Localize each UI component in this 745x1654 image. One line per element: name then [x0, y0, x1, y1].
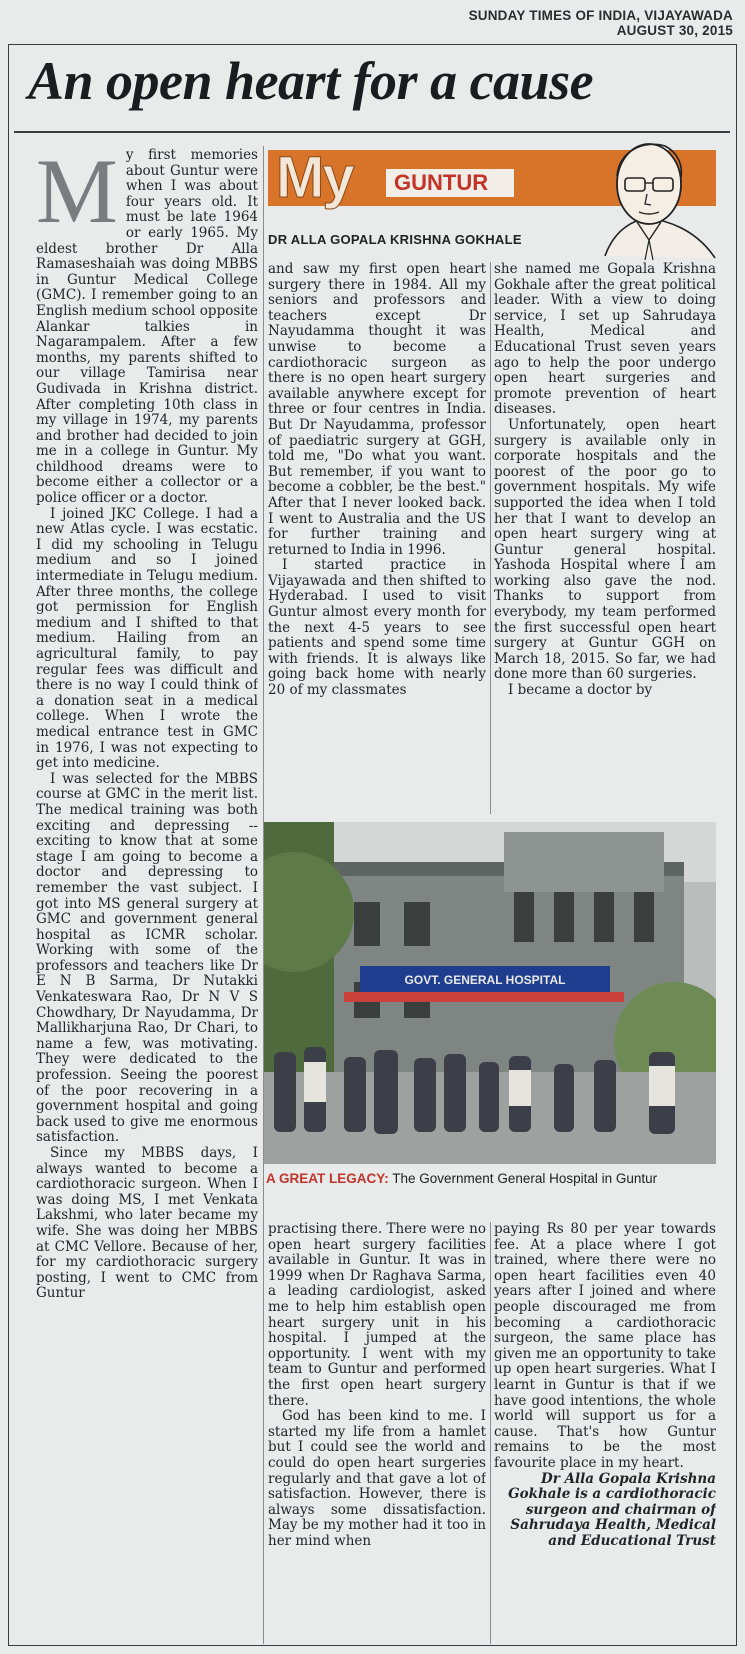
drop-cap: M	[36, 148, 118, 242]
banner-city: GUNTUR	[386, 169, 514, 197]
headline-rule	[14, 131, 730, 133]
headline: An open heart for a cause	[28, 51, 594, 111]
paragraph: I joined JKC College. I had a new Atlas cycle. I was ecstatic. I did my schooling in Telugu medium and so I joined intermediate in Telugu medium. After three months, the college got permission for English medium and I shifted to that medium. Hailing from an agricultural family, to pay regular fees was difficult and there is no way I could think of a donation seat in a medical college. When I wrote the medical entrance test in GMC in 1976, I was not expecting to get into medicine.	[36, 505, 258, 772]
paragraph: God has been kind to me. I started my life from a hamlet but I could see the world and could do open heart surgeries regularly and that gave a lot of satisfaction. However, there is always some dissatisfaction. May be my mother had it too in her mind when	[268, 1408, 486, 1549]
paragraph: I was selected for the MBBS course at GMC in the merit list. The medical training was both exciting and depressing -- exciting to know that at some stage I am going to become a doctor and depressing to remember the vast subject. I got into MS general surgery at GMC and government general hospital as ICMR scholar. Working with some of the professors and teachers like Dr E N B Sarma, Dr Nutakki Venkateswara Rao, Dr N V S Chowdhary, Dr Nayudamma, Dr Mallikharjuna Rao, Dr Chari, to name a few, was motivating. They were dedicated to the profession. Seeing the poorest of the poor recovering in a government hospital and going back used to give me enormous satisfaction.	[36, 770, 258, 1146]
paragraph: and saw my first open heart surgery there in 1984. All my seniors and professors and teachers except Dr Nayudamma thought it was unwise to become a cardiothoracic surgeon as there is no open heart surgery available anywhere except for three or four centres in India. But Dr Nayudamma, professor of paediatric surgery at GGH, told me, "Do what you want. But remember, if you want to become a cobbler, be the best." After that I never looked back. I went to Australia and the US for further training and returned to India in 1996.	[268, 262, 486, 558]
masthead-date: AUGUST 30, 2015	[616, 23, 733, 38]
hospital-photo	[264, 822, 716, 1164]
photo-caption	[266, 1170, 716, 1187]
byline: DR ALLA GOPALA KRISHNA GOKHALE	[268, 232, 522, 247]
masthead	[469, 8, 733, 38]
article-column-2	[268, 262, 486, 817]
column-divider	[490, 1222, 491, 1644]
hospital-photo-illustration	[264, 822, 716, 1164]
paragraph: y first memories about Guntur were when I was about four years old. It must be late 1964 or early 1965. My eldest brother Dr Alla Ramaseshaiah was doing MBBS in Guntur Medical College (GMC). I remember going to an English medium school opposite Alankar talkies in Nagarampalem. After a few months, my parents shifted to our village Tamirisa near Gudivada in Krishna district. After completing 10th class in my village in 1974, my parents and brother had decided to join me in a college in Guntur. My childhood dreams were to become either a collector or a police officer or a doctor.	[36, 148, 258, 507]
paragraph: practising there. There were no open heart surgery facilities available in Guntur. It was in 1999 when Dr Raghava Sarma, a leading cardiologist, asked me to help him establish open heart surgery unit in his hospital. I jumped at the opportunity. I went with my team to Guntur and performed the first open heart surgery there.	[268, 1222, 486, 1409]
article-column-5	[494, 1222, 716, 1647]
paragraph: paying Rs 80 per year towards fee. At a place where I got trained, where there were no open heart facilities even 40 years after I joined and where people discouraged me from becoming a cardiothoracic surgeon, the same place has given me an opportunity to take up open heart surgeries. What I learnt in Guntur is that if we have good intentions, the whole world will support us for a cause. That's how Guntur remains to be the most favourite place in my heart.	[494, 1222, 716, 1471]
article-column-3	[494, 262, 716, 817]
article-column-1	[36, 148, 258, 1643]
caption-text: The Government General Hospital in Guntur	[392, 1171, 658, 1186]
author-signoff: Dr Alla Gopala Krishna Gokhale is a cardiothoracic surgeon and chairman of Sahrudaya Health, Medical and Educational Trust	[508, 1470, 716, 1549]
banner-my: My	[276, 145, 353, 210]
paragraph: Unfortunately, open heart surgery is available only in corporate hospitals and the poorest of the poor go to government hospitals. My wife supported the idea when I told her that I want to develop an open heart surgery wing at Guntur general hospital. Yashoda Hospital where I am working also gave the nod. Thanks to support from everybody, my team performed the first successful open heart surgery at Guntur GGH on March 18, 2015. So far, we had done more than 60 surgeries.	[494, 416, 716, 683]
column-divider	[490, 262, 491, 814]
author-portrait-sketch	[555, 136, 723, 260]
caption-kicker: A GREAT LEGACY:	[266, 1171, 389, 1186]
paragraph: Since my MBBS days, I always wanted to become a cardiothoracic surgeon. When I was doing MS, I met Venkata Lakshmi, who later became my wife. She was doing her MBBS at CMC Vellore. Because of her, for my cardiothoracic surgery posting, I went to CMC from Guntur	[36, 1145, 258, 1302]
paragraph: I started practice in Vijayawada and then shifted to Hyderabad. I used to visit Guntur almost every month for the next 4-5 years to see patients and spend some time with friends. It is always like going back home with nearly 20 of my classmates	[268, 557, 486, 699]
article-column-4	[268, 1222, 486, 1647]
paragraph: I became a doctor by	[508, 682, 653, 699]
hospital-sign-text: GOVT. GENERAL HOSPITAL	[404, 973, 566, 987]
paragraph: she named me Gopala Krishna Gokhale after the great political leader. With a view to doing service, I set up Sahrudaya Health, Medical and Educational Trust seven years ago to help the poor undergo open heart surgeries and promote prevention of heart diseases.	[494, 262, 716, 418]
masthead-paper-edition: SUNDAY TIMES OF INDIA, VIJAYAWADA	[468, 8, 733, 23]
